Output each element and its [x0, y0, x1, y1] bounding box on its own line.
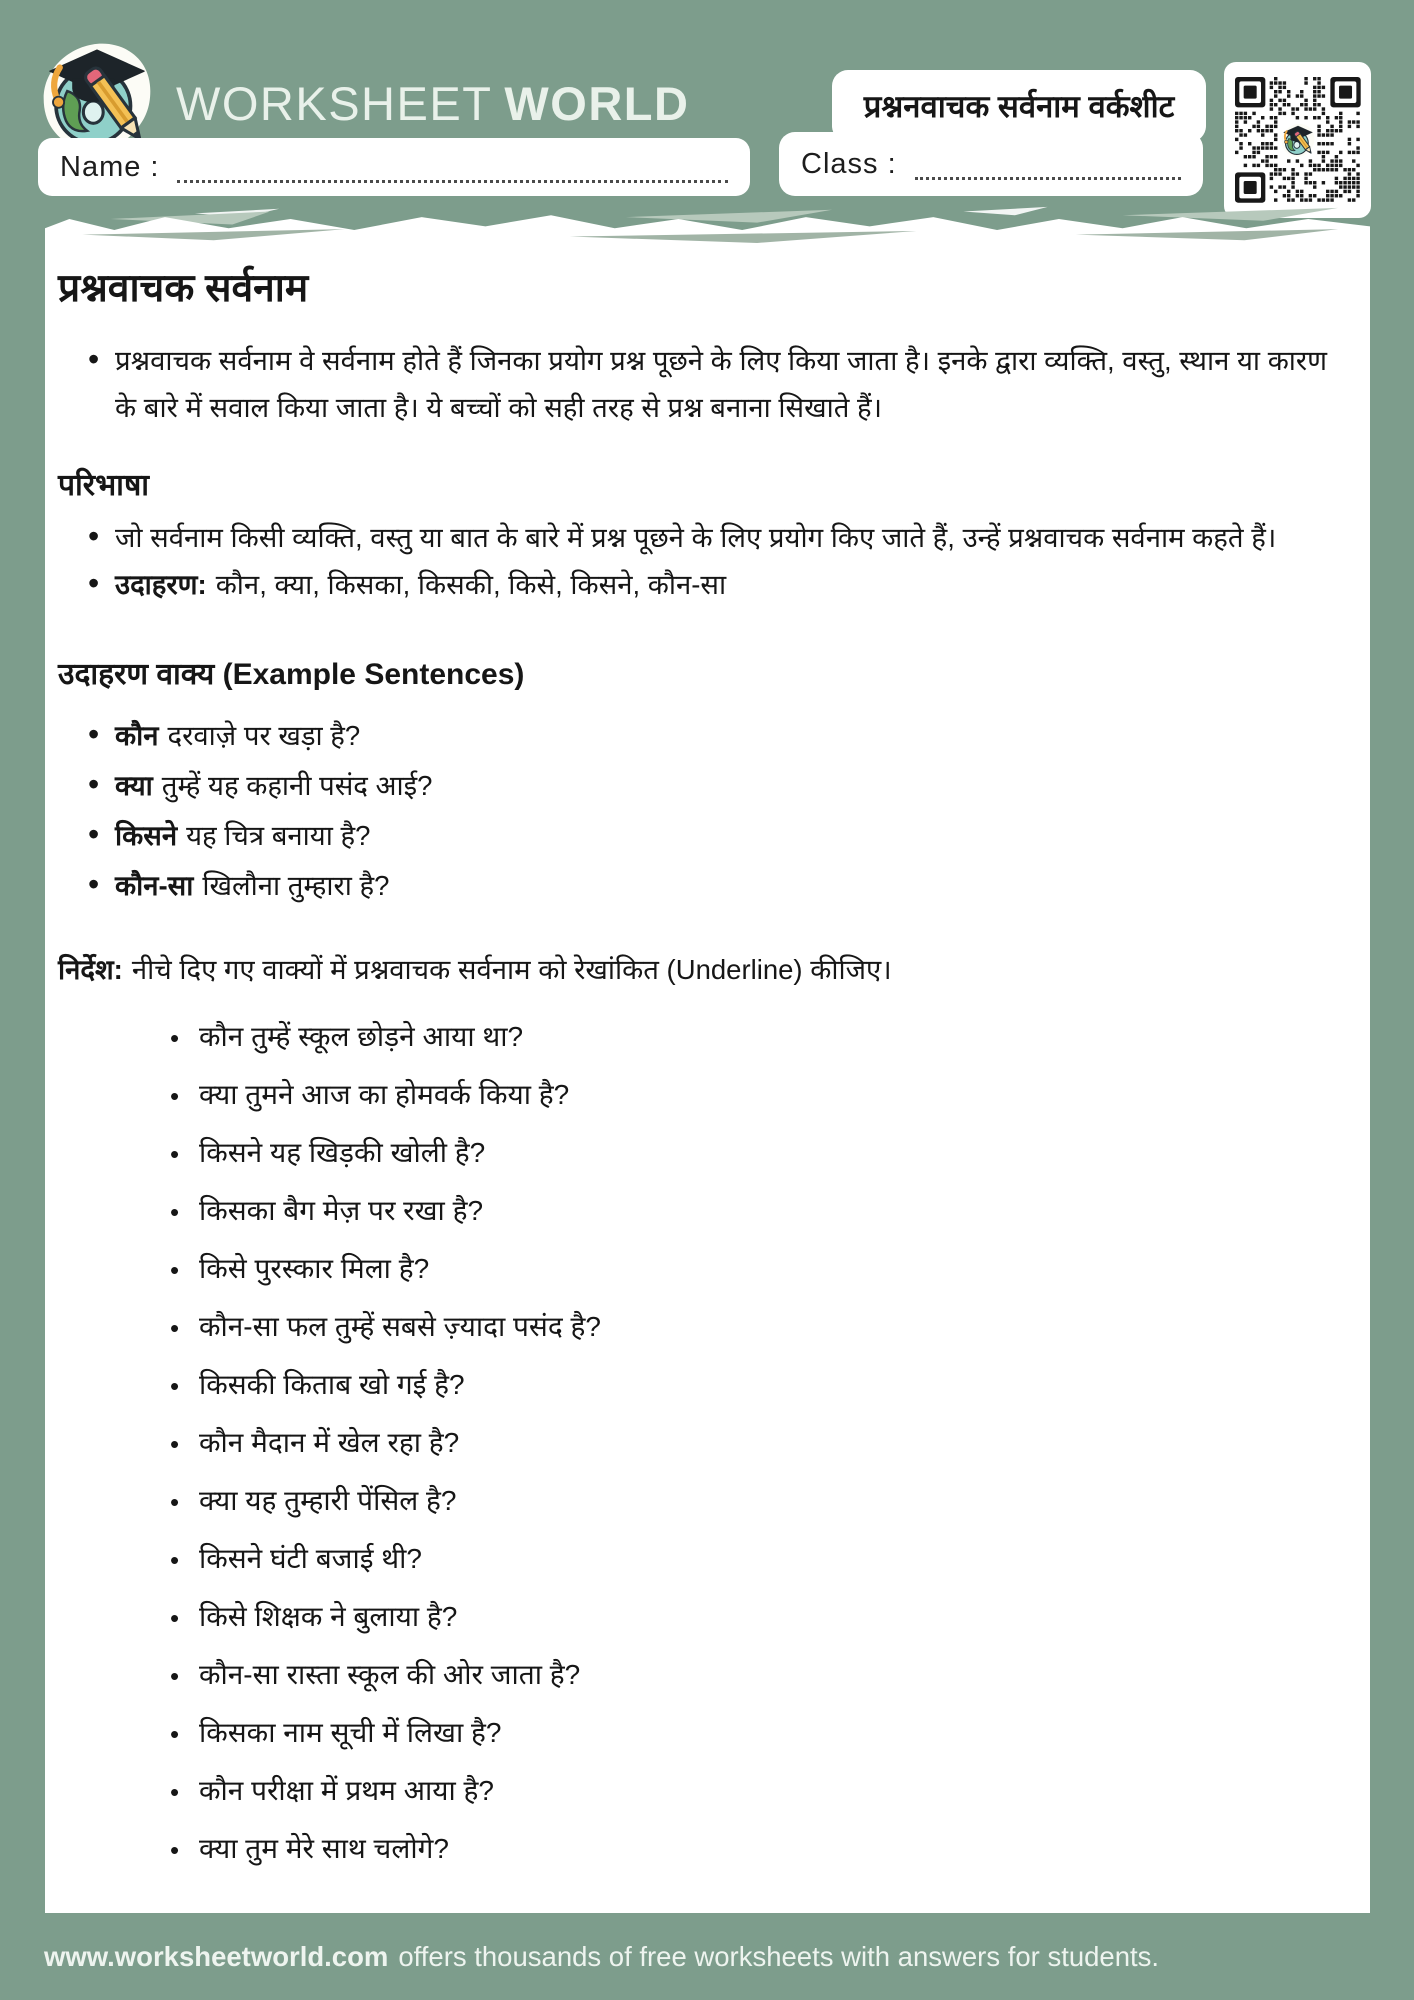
name-label: Name :	[60, 150, 160, 183]
example-rest: तुम्हें यह कहानी पसंद आई?	[161, 770, 433, 801]
instruction-text: नीचे दिए गए वाक्यों में प्रश्नवाचक सर्वनाम को रेखांकित (Underline) कीजिए।	[131, 954, 892, 985]
class-field-box	[779, 132, 1203, 196]
exercise-item: • क्या तुमने आज का होमवर्क किया है?	[170, 1076, 1342, 1114]
exercise-item: • कौन-सा फल तुम्हें सबसे ज़्यादा पसंद है?	[170, 1308, 1342, 1346]
example-words: कौन, क्या, किसका, किसकी, किसे, किसने, कौन-सा	[215, 569, 727, 600]
exercise-item: • किसने घंटी बजाई थी?	[170, 1540, 1342, 1578]
name-field-box	[38, 138, 750, 196]
example-label: उदाहरण:	[115, 569, 207, 600]
exercise-item: • कौन-सा रास्ता स्कूल की ओर जाता है?	[170, 1656, 1342, 1694]
exercise-item: • क्या तुम मेरे साथ चलोगे?	[170, 1830, 1342, 1868]
example-pronoun: कौन-सा	[115, 870, 194, 901]
instruction-label: निर्देश:	[58, 954, 123, 985]
qr-center-logo-icon	[1279, 121, 1317, 159]
example-pronoun: क्या	[115, 770, 153, 801]
definition-list	[88, 514, 1342, 608]
example-words-bullet	[88, 561, 1342, 608]
footer-bar	[0, 1913, 1414, 2000]
qr-card	[1224, 62, 1371, 218]
example-sentence	[88, 767, 1342, 804]
example-rest: खिलौना तुम्हारा है?	[202, 870, 390, 901]
example-pronoun: कौन	[115, 720, 159, 751]
exercise-item: • किसने यह खिड़की खोली है?	[170, 1134, 1342, 1172]
brand-wordmark	[176, 76, 689, 131]
exercise-item: • क्या यह तुम्हारी पेंसिल है?	[170, 1482, 1342, 1520]
example-sentence-list	[88, 717, 1342, 904]
examples-heading: उदाहरण वाक्य (Example Sentences)	[58, 658, 525, 691]
worksheet-paper	[45, 242, 1370, 1913]
class-fill-line[interactable]	[915, 177, 1181, 180]
page-title: प्रश्नवाचक सर्वनाम	[58, 267, 309, 310]
example-sentence	[88, 717, 1342, 754]
exercise-item: • किसका बैग मेज़ पर रखा है?	[170, 1192, 1342, 1230]
exercise-list	[170, 1018, 1342, 1868]
brand-word-world: WORLD	[504, 77, 690, 130]
example-rest: दरवाज़े पर खड़ा है?	[167, 720, 361, 751]
intro-bullet: • प्रश्नवाचक सर्वनाम वे सर्वनाम होते हैं जिनका प्रयोग प्रश्न पूछने के लिए किया जाता है। इनके द्वारा व्यक्ति, वस्तु, स्थान या कारण के बारे में सवाल किया जाता है। ये बच्चों को सही तरह से प्रश्न बनाना सिखाते हैं।	[88, 337, 1342, 431]
class-label: Class :	[801, 147, 897, 180]
brand-word-worksheet: WORKSHEET	[176, 77, 493, 130]
exercise-item: • कौन मैदान में खेल रहा है?	[170, 1424, 1342, 1462]
exercise-item: • किसे शिक्षक ने बुलाया है?	[170, 1598, 1342, 1636]
exercise-item: • कौन परीक्षा में प्रथम आया है?	[170, 1772, 1342, 1810]
definition-heading: परिभाषा	[58, 469, 150, 502]
definition-bullet: • जो सर्वनाम किसी व्यक्ति, वस्तु या बात के बारे में प्रश्न पूछने के लिए प्रयोग किए जाते हैं, उन्हें प्रश्नवाचक सर्वनाम कहते हैं।	[88, 514, 1342, 561]
footer-site-url: www.worksheetworld.com	[44, 1940, 389, 1972]
worksheet-title-chip-text: प्रश्ननवाचक सर्वनाम वर्कशीट	[863, 89, 1175, 124]
instruction-line	[58, 950, 1342, 990]
example-sentence	[88, 867, 1342, 904]
footer-tagline: offers thousands of free worksheets with answers for students.	[398, 1940, 1160, 1972]
exercise-item: • किसकी किताब खो गई है?	[170, 1366, 1342, 1404]
example-rest: यह चित्र बनाया है?	[186, 820, 371, 851]
name-fill-line[interactable]	[177, 180, 728, 183]
exercise-item: • कौन तुम्हें स्कूल छोड़ने आया था?	[170, 1018, 1342, 1056]
example-pronoun: किसने	[115, 820, 178, 851]
exercise-item: • किसका नाम सूची में लिखा है?	[170, 1714, 1342, 1752]
intro-list	[88, 337, 1342, 431]
example-sentence	[88, 817, 1342, 854]
torn-paper-edge	[45, 206, 1370, 243]
exercise-item: • किसे पुरस्कार मिला है?	[170, 1250, 1342, 1288]
